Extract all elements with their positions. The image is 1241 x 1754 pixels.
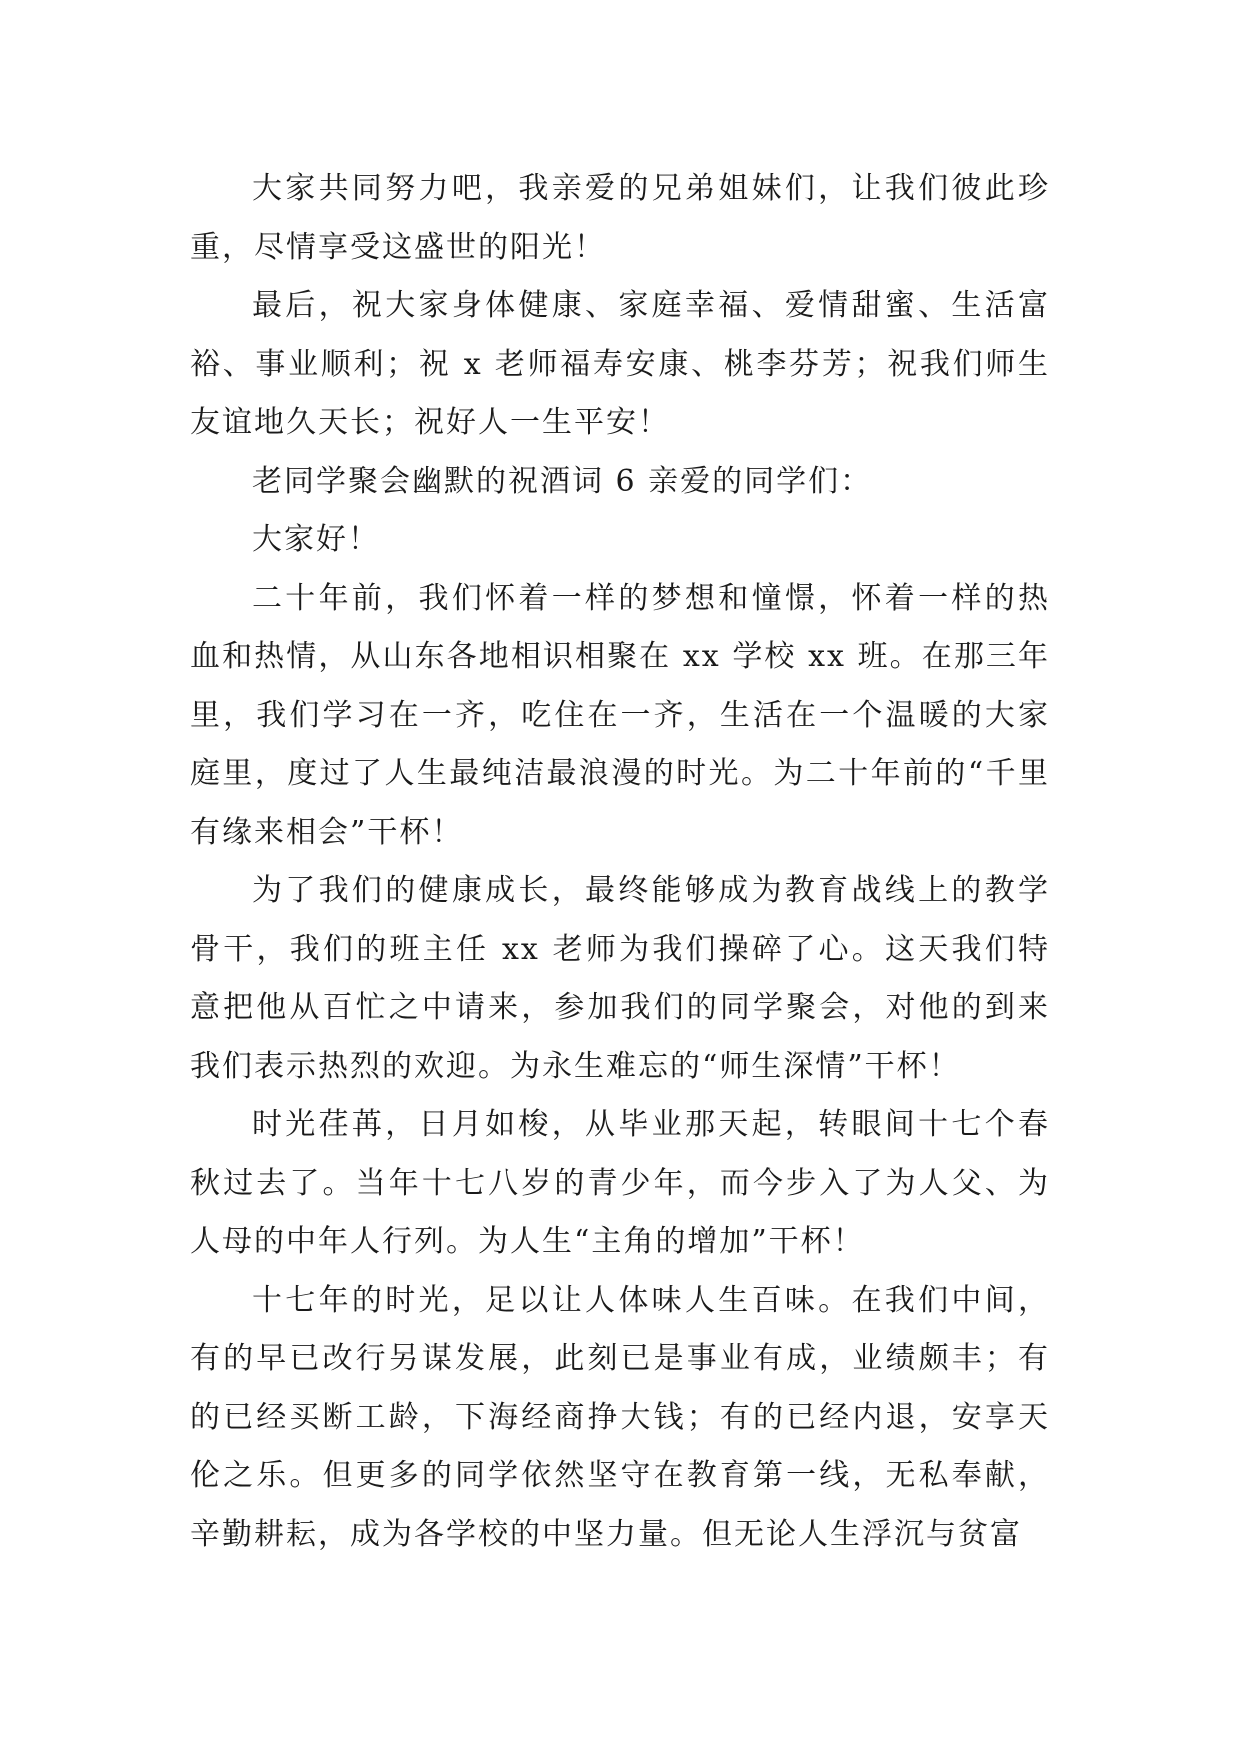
paragraph-final-wishes: 最后，祝大家身体健康、家庭幸福、爱情甜蜜、生活富裕、事业顺利；祝 x 老师福寿安康、桃李芬芳；祝我们师生友谊地久天长；祝好人一生平安！ xyxy=(190,288,1050,440)
paragraph-teacher-thanks: 为了我们的健康成长，最终能够成为教育战线上的教学骨干，我们的班主任 xx 老师为我们操碎了心。这天我们特意把他从百忙之中请来，参加我们的同学聚会，对他的到来我们表示热烈的欢迎。为永生难忘的“师生深情”干杯！ xyxy=(190,873,1050,1084)
paragraph-seventeen-years: 十七年的时光，足以让人体味人生百味。在我们中间，有的早已改行另谋发展，此刻已是事业有成，业绩颇丰；有的已经买断工龄，下海经商挣大钱；有的已经内退，安享天伦之乐。但更多的同学依然坚守在教育第一线，无私奉献，辛勤耕耘，成为各学校的中坚力量。但无论人生浮沉与贫富 xyxy=(190,1282,1050,1552)
paragraph-closing-encouragement: 大家共同努力吧，我亲爱的兄弟姐妹们，让我们彼此珍重，尽情享受这盛世的阳光！ xyxy=(190,171,1050,265)
paragraph-twenty-years-ago: 二十年前，我们怀着一样的梦想和憧憬，怀着一样的热血和热情，从山东各地相识相聚在 xx 学校 xx 班。在那三年里，我们学习在一齐，吃住在一齐，生活在一个温暖的大家庭里，度过了人生最纯洁最浪漫的时光。为二十年前的“千里有缘来相会”干杯！ xyxy=(190,580,1050,850)
paragraph-time-passes: 时光荏苒，日月如梭，从毕业那天起，转眼间十七个春秋过去了。当年十七八岁的青少年，而今步入了为人父、为人母的中年人行列。为人生“主角的增加”干杯！ xyxy=(190,1107,1050,1259)
section-heading-toast-6: 老同学聚会幽默的祝酒词 6 亲爱的同学们： xyxy=(252,463,873,499)
paragraph-greeting: 大家好！ xyxy=(252,522,380,557)
document-body xyxy=(190,160,1050,1564)
